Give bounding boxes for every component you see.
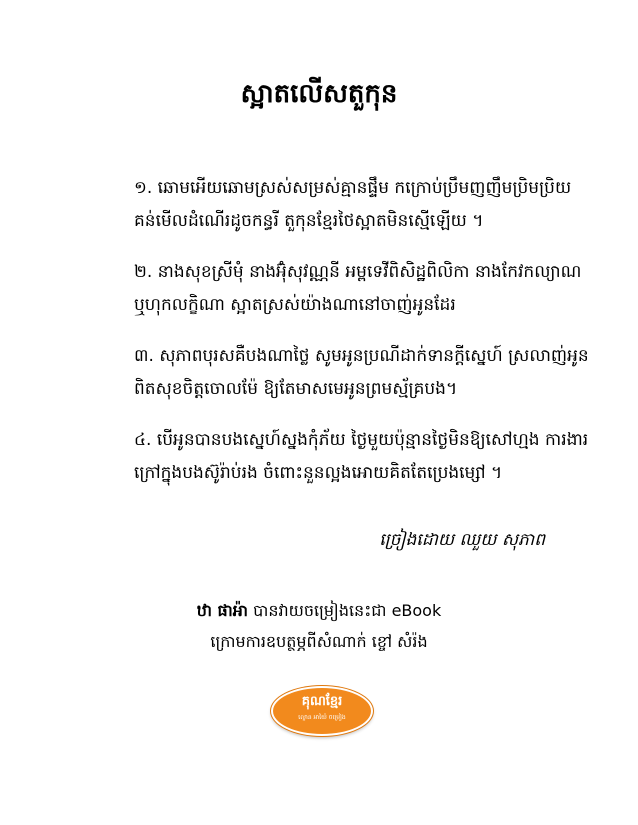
- stanza-2: [134, 256, 582, 322]
- song-title: ស្អាតលើសតួកុន: [240, 79, 398, 109]
- stanza-1: [134, 172, 574, 238]
- stanza-line: ក្រៅក្នុងបងស៊ូរ៉ាប់រង ចំពោះនួនល្អងអោយគិតតែប្រេងម្សៅ ។: [134, 463, 503, 483]
- logo-badge: [271, 686, 373, 736]
- stanza-line: ពិតសុខចិត្តចោលម៉ែ ឱ្យតែមាសមេអូនព្រមស្ម័គ្របង។: [134, 379, 458, 399]
- publisher-line-2: ក្រោមការឧបត្ថម្ភពីសំណាក់ ខ្ចៅ សំរ៉ង: [210, 632, 428, 651]
- singer-credit: ច្រៀងដោយ ឈួយ សុភាព: [379, 530, 545, 550]
- stanza-line: ២. នាងសុខស្រីមុំ នាងអ៊ុំសុវណ្ណនី អម្ពទេវីពិសិដ្ឋពិលិកា នាងកែវកល្យាណ: [134, 262, 582, 282]
- logo-subtitle: ល្ខោន អាយ៉ៃ ចម្រៀង: [298, 714, 346, 721]
- stanza-line: ៤. បើអូនបានបងស្នេហ៍ស្នងកុំភ័យ ថ្ងៃមួយប៉ុន្មានថ្ងៃមិនឱ្យសៅហ្មង ការងារ: [134, 430, 589, 450]
- logo-title: គុណខ្មែរ: [301, 694, 343, 709]
- publisher-note: [0, 596, 638, 658]
- stanza-4: [134, 424, 589, 490]
- stanza-line: ឬហុកលក្ខិណា ស្អាតស្រស់យ៉ាងណានៅចាញ់អូនដែរ: [134, 295, 456, 315]
- publisher-line-1-text: បានវាយចម្រៀងនេះជា eBook: [248, 601, 442, 620]
- stanza-line: ៣. សុភាពបុរសគឺបងណាថ្លៃ សូមអូនប្រណីដាក់ទានក្ដីស្នេហ៍ ស្រលាញ់អូន: [134, 346, 589, 366]
- publisher-line-1: [0, 596, 638, 626]
- stanza-3: [134, 340, 589, 406]
- lyrics-body: [134, 172, 589, 508]
- stanza-line: ១. ឆោមអើយឆោមស្រស់សម្រស់គ្មានផ្ទឹម កក្រោប់ប្រឹមញញឹមប្រិមប្រិយ: [134, 178, 572, 198]
- publisher-brand: ឋា ផាអ៉ា: [196, 601, 249, 620]
- stanza-line: គន់មើលដំណើរដូចកន្ធរី តួកុនខ្មែរថៃស្អាតមិនស្មើឡើយ ។: [134, 211, 484, 231]
